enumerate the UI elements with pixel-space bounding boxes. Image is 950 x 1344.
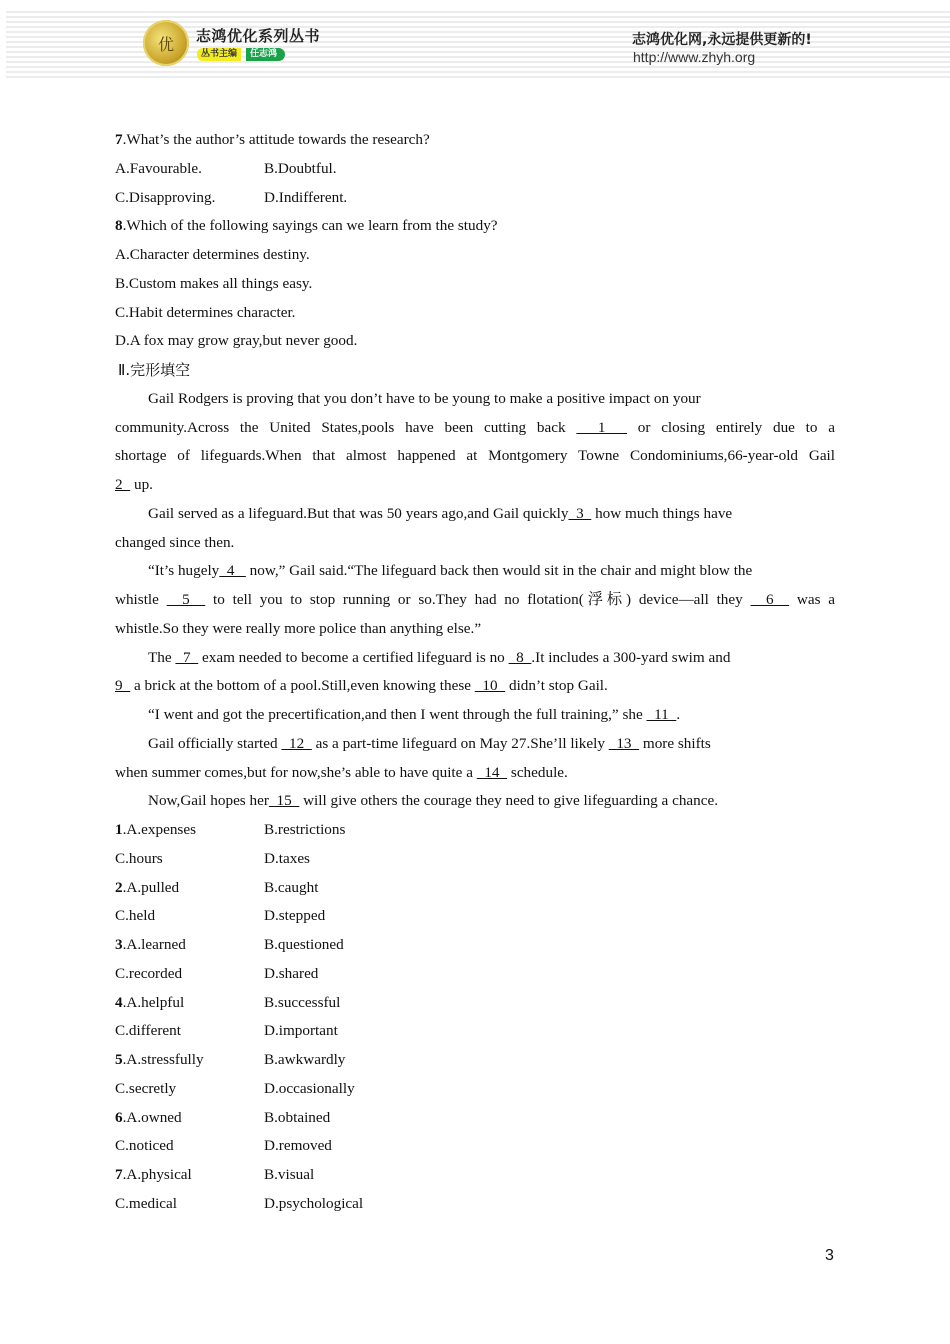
cloze-blank: 6 [750,591,790,608]
passage-line [115,672,835,701]
cloze-option-row [115,845,835,874]
answer-option: A.Favourable. [115,159,202,177]
passage-line [115,385,835,414]
passage-line [115,414,835,443]
answer-option: D.A fox may grow gray,but never good. [115,332,358,350]
option-a [115,1161,264,1190]
cloze-option-row [115,1190,835,1219]
option-a [115,989,264,1018]
passage-text: Gail officially started [148,734,282,752]
cloze-option-row [115,989,835,1018]
option-c: C.hours [115,849,163,867]
option-row [115,184,835,213]
passage-text: exam needed to become a certified lifeguard is no [198,648,509,666]
cloze-blank: 14 [476,763,508,781]
passage-text: to tell you to stop running or so.They had no flotation(浮标) device—all they [205,591,751,608]
cloze-blank: 10 [474,677,506,695]
answer-option: B.Custom makes all things easy. [115,274,313,292]
cloze-blank: 13 [608,734,640,752]
option-a-text: .A.pulled [122,878,180,896]
option-c: C.medical [115,1194,177,1212]
option-a-text: .A.learned [122,936,186,953]
series-brand: 志鸿优化系列丛书 [196,27,321,45]
option-d: D.occasionally [264,1079,355,1097]
passage-line [115,701,835,730]
passage-line [115,557,835,586]
passage-text: changed since then. [115,533,235,551]
passage-text: shortage of lifeguards.When that almost happened at Montgomery Towne Condominiums,66-year-old Gail [115,447,835,465]
option-c: C.recorded [115,964,183,982]
option-number: 6 [115,1108,123,1126]
option-number: 7 [115,1166,123,1183]
cloze-option-row [115,1017,835,1046]
passage-text: . [676,706,681,723]
header-url[interactable]: http://www.zhyh.org [633,49,756,65]
option-number: 4 [115,993,123,1011]
option-row [115,241,835,270]
option-b: B.visual [264,1166,315,1183]
option-row [115,155,835,184]
option-number: 5 [115,1051,123,1068]
cloze-option-row [115,960,835,989]
passage-text: “It’s hugely [148,562,220,580]
cloze-blank: 15 [268,792,300,810]
option-number: 3 [115,936,123,953]
passage-text: The [148,648,176,666]
cloze-option-row [115,1104,835,1133]
answer-option: C.Habit determines character. [115,303,296,321]
passage-text: will give others the courage they need to give lifeguarding a chance. [299,792,719,810]
option-a-text: .A.helpful [122,993,185,1011]
passage-text: was a [789,591,835,608]
passage-text: whistle.So they were really more police than anything else.” [115,619,482,637]
option-a [115,816,264,845]
publisher-seal-logo [143,20,189,66]
option-d: D.psychological [264,1194,364,1212]
option-c: C.noticed [115,1137,174,1155]
passage-line [115,787,835,816]
option-c: C.different [115,1022,181,1040]
option-d: D.important [264,1022,338,1040]
option-a [115,1104,264,1133]
passage-line [115,529,835,558]
passage-text: .It includes a 300-yard swim and [531,648,731,666]
header-slogan: 志鸿优化网,永远提供更新的! [632,32,812,48]
cloze-blank: 11 [646,706,677,723]
passage-text: more shifts [639,734,711,752]
cloze-option-row [115,1075,835,1104]
passage-line [115,500,835,529]
option-b: B.successful [264,993,341,1011]
passage-text: or closing entirely due to a [627,418,835,436]
option-b: B.awkwardly [264,1051,346,1068]
passage-line [115,730,835,759]
passage-text: a brick at the bottom of a pool.Still,even knowing these [130,677,475,695]
section-title: Ⅱ.完形填空 [118,361,191,379]
passage-text: now,” Gail said.“The lifeguard back then would sit in the chair and might blow the [245,562,753,580]
editor-label: 丛书主编 [197,48,241,61]
passage-text: when summer comes,but for now,she’s able to have quite a [115,763,477,781]
cloze-option-row [115,931,835,960]
passage-line [115,442,835,471]
option-b: B.caught [264,878,319,896]
cloze-option-row [115,1132,835,1161]
option-d: D.shared [264,964,319,982]
option-a-text: .A.expenses [122,821,196,838]
answer-option: A.Character determines destiny. [115,246,310,263]
option-row [115,327,835,356]
option-a-text: .A.physical [122,1166,192,1183]
option-c: C.held [115,907,156,925]
passage-line [115,471,835,500]
document-body [115,126,835,1219]
cloze-blank: 8 [508,648,532,666]
passage-text: community.Across the United States,pools have been cutting back [115,418,577,436]
option-c: C.secretly [115,1079,177,1097]
passage-line [115,615,835,644]
passage-text: “I went and got the precertification,and then I went through the full training,” she [148,706,647,723]
cloze-blank: 5 [166,591,206,608]
passage-text: Gail Rodgers is proving that you don’t have to be young to make a positive impact on your [148,389,701,407]
question-stem [115,126,835,155]
cloze-blank: 2 [115,476,131,493]
passage-text: up. [130,476,153,493]
cloze-option-row [115,874,835,903]
answer-option: C.Disapproving. [115,188,216,206]
option-a-text: .A.owned [122,1108,182,1126]
option-number: 2 [115,878,123,896]
option-b: B.questioned [264,936,344,953]
cloze-blank: 7 [175,648,199,666]
seal-text: 优 [157,35,174,54]
option-b: B.obtained [264,1108,331,1126]
cloze-blank: 3 [568,504,592,522]
question-text: .What’s the author’s attitude towards the research? [122,131,430,148]
option-row [115,270,835,299]
option-number: 1 [115,821,123,838]
option-a-text: .A.stressfully [122,1051,204,1068]
option-d: D.taxes [264,849,310,867]
option-a [115,1046,264,1075]
option-d: D.stepped [264,907,326,925]
passage-line [115,759,835,788]
passage-line [115,644,835,673]
passage-text: Now,Gail hopes her [148,792,269,810]
cloze-option-row [115,902,835,931]
question-number: 7 [115,131,123,148]
passage-text: as a part-time lifeguard on May 27.She’ll likely [311,734,609,752]
passage-text: whistle [115,591,167,608]
passage-text: Gail served as a lifeguard.But that was 50 years ago,and Gail quickly [148,504,569,522]
option-a [115,874,264,903]
option-b: B.restrictions [264,821,346,838]
passage-line [115,586,835,615]
answer-option: D.Indifferent. [264,188,348,206]
cloze-blank: 12 [281,734,312,752]
cloze-blank: 9 [115,677,131,695]
cloze-blank: 1 [576,418,628,436]
question-stem [115,212,835,241]
page-number: 3 [825,1247,834,1264]
passage-text: how much things have [591,504,733,522]
option-d: D.removed [264,1137,332,1155]
question-text: .Which of the following sayings can we learn from the study? [122,217,498,235]
option-a [115,931,264,960]
answer-option: B.Doubtful. [264,159,337,177]
passage-text: schedule. [507,763,568,781]
editor-name: 任志鸿 [246,48,285,61]
cloze-option-row [115,1161,835,1190]
question-number: 8 [115,217,123,235]
cloze-blank: 4 [219,562,246,580]
cloze-option-row [115,1046,835,1075]
option-row [115,299,835,328]
cloze-option-row [115,816,835,845]
passage-text: didn’t stop Gail. [505,677,608,695]
